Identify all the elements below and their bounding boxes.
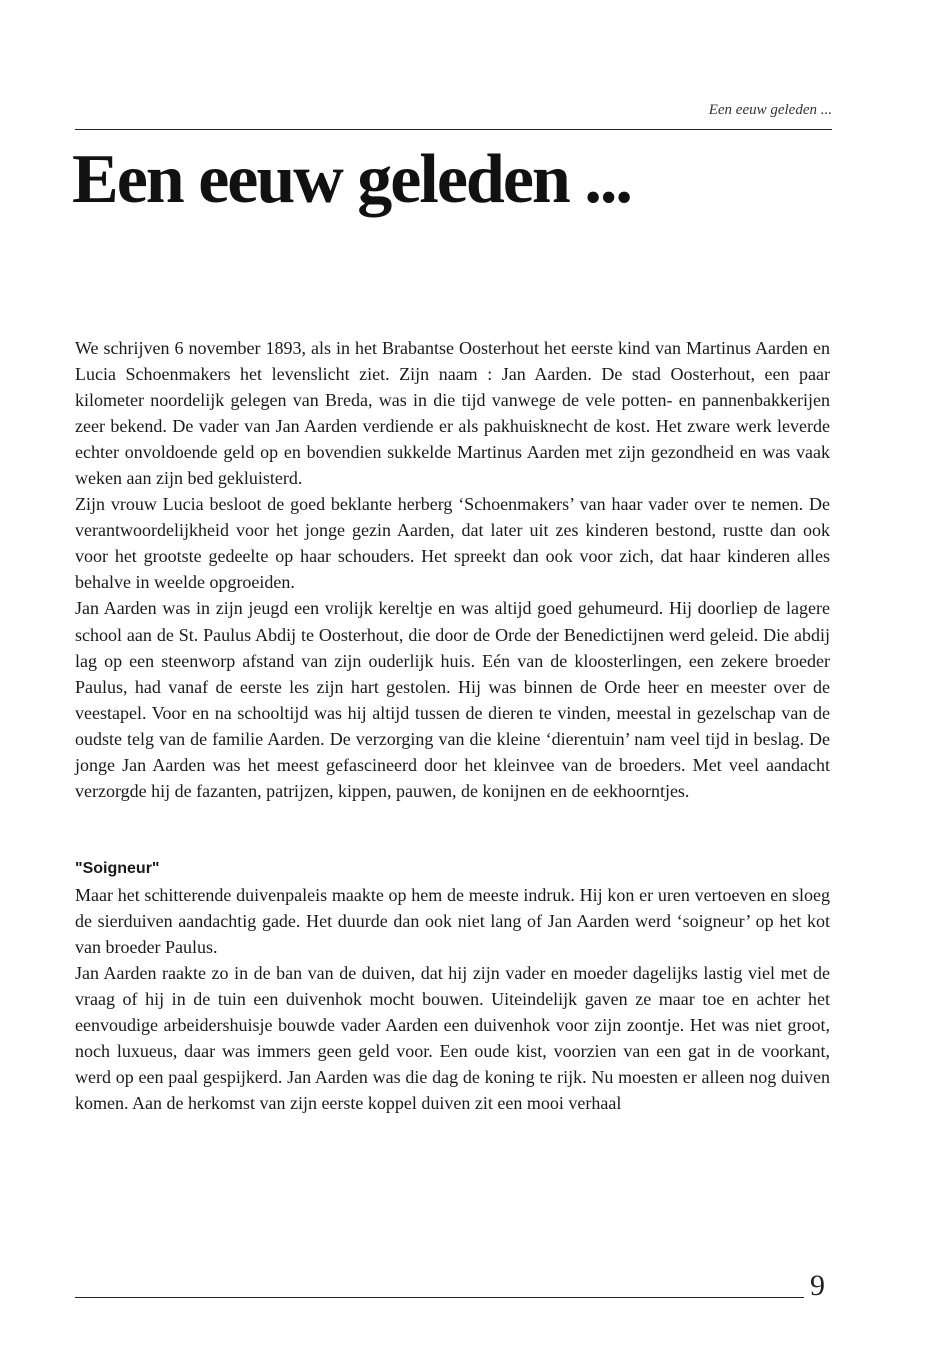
- header-rule: [75, 129, 832, 130]
- section-paragraph-2: Jan Aarden raakte zo in de ban van de duiven, dat hij zijn vader en moeder dagelijks lastig viel met de vraag of hij in de tuin een duivenhok mocht bouwen. Uiteindelijk gaven ze maar toe en achter het eenvoudige arbeidershuisje bouwde vader Aarden een duivenhok voor zijn zoontje. Het was niet groot, noch luxueus, daar was immers geen geld voor. Een oude kist, voorzien van een gat in de voorkant, werd op een paal gespijkerd. Jan Aarden was die dag de koning te rijk. Nu moesten er alleen nog duiven komen. Aan de herkomst van zijn eerste koppel duiven zit een mooi verhaal: [75, 962, 830, 1114]
- page-title: Een eeuw geleden ...: [72, 141, 631, 218]
- body-text: [75, 335, 830, 1116]
- running-header: Een eeuw geleden ...: [708, 102, 832, 118]
- footer-rule: [75, 1297, 804, 1298]
- paragraph-2: Zijn vrouw Lucia besloot de goed beklante herberg ‘Schoenmakers’ van haar vader over te nemen. De verantwoordelijkheid voor het jonge gezin Aarden, dat later uit zes kinderen bestond, rustte dan ook voor het grootste gedeelte op haar schouders. Het spreekt dan ook voor zich, dat haar kinderen alles behalve in weelde opgroeiden.: [75, 494, 830, 593]
- section-paragraph-1: Maar het schitterende duivenpaleis maakte op hem de meeste indruk. Hij kon er uren vertoeven en sloeg de sierduiven aandachtig gade. Het duurde dan ook niet lang of Jan Aarden werd ‘soigneur’ op het kot van broeder Paulus.: [75, 884, 830, 957]
- section-heading: "Soigneur": [75, 859, 160, 877]
- page-number: 9: [810, 1269, 825, 1302]
- paragraph-1: We schrijven 6 november 1893, als in het Brabantse Oosterhout het eerste kind van Martinus Aarden en Lucia Schoenmakers het levenslicht ziet. Zijn naam : Jan Aarden. De stad Oosterhout, een paar kilometer noordelijk gelegen van Breda, was in die tijd vanwege de vele potten- en pannenbakkerijen zeer bekend. De vader van Jan Aarden verdiende er als pakhuisknecht de kost. Het zware werk leverde echter onvoldoende geld op en bovendien sukkelde Martinus Aarden met zijn gezondheid en was vaak weken aan zijn bed gekluisterd.: [75, 338, 830, 489]
- paragraph-3: Jan Aarden was in zijn jeugd een vrolijk kereltje en was altijd goed gehumeurd. Hij doorliep de lagere school aan de St. Paulus Abdij te Oosterhout, die door de Orde der Benedictijnen werd geleid. Die abdij lag op een steenworp afstand van zijn ouderlijk huis. Eén van de kloosterlingen, een zekere broeder Paulus, had vanaf de eerste les zijn hart gestolen. Hij was binnen de Orde heer en meester over de veestapel. Voor en na schooltijd was hij altijd tussen de dieren te vinden, meestal in gezelschap van de oudste telg van de familie Aarden. De verzorging van die kleine ‘dierentuin’ nam veel tijd in beslag. De jonge Jan Aarden was het meest gefascineerd door het kleinvee van de broeders. Met veel aandacht verzorgde hij de fazanten, patrijzen, kippen, pauwen, de konijnen en de eekhoorntjes.: [75, 598, 830, 801]
